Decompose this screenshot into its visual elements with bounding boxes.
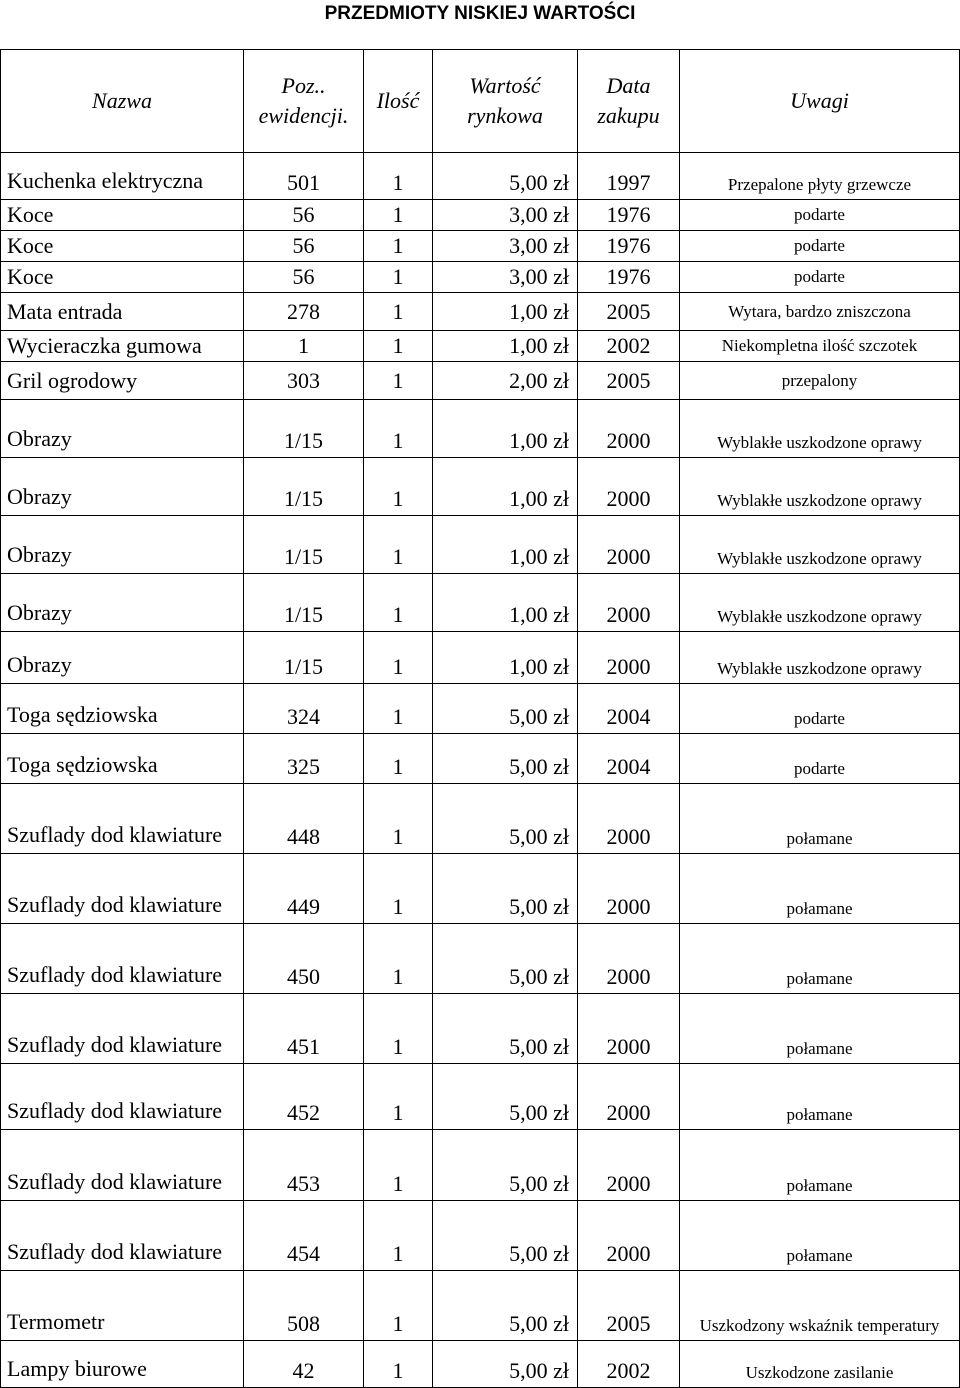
cell-inventory-no: 303: [244, 362, 364, 400]
cell-purchase-date: 2000: [578, 1201, 680, 1271]
table-row: [1, 1130, 960, 1201]
cell-quantity: 1: [364, 231, 433, 262]
table-row: [1, 924, 960, 994]
table-row: [1, 200, 960, 231]
cell-inventory-no: 454: [244, 1201, 364, 1271]
cell-name: Koce: [1, 262, 244, 293]
cell-market-value: 1,00 zł: [433, 331, 578, 362]
cell-name: Koce: [1, 231, 244, 262]
cell-market-value: 5,00 zł: [433, 1201, 578, 1271]
cell-notes: podarte: [680, 684, 960, 734]
table-row: [1, 632, 960, 684]
header-purchase-date: Data zakupu: [578, 50, 680, 153]
cell-purchase-date: 2000: [578, 994, 680, 1064]
cell-market-value: 5,00 zł: [433, 994, 578, 1064]
cell-inventory-no: 452: [244, 1064, 364, 1130]
cell-name: Obrazy: [1, 516, 244, 574]
cell-market-value: 5,00 zł: [433, 1064, 578, 1130]
cell-purchase-date: 2000: [578, 924, 680, 994]
table-row: [1, 362, 960, 400]
table-row: [1, 1271, 960, 1341]
cell-notes: Niekompletna ilość szczotek: [680, 331, 960, 362]
cell-name: Obrazy: [1, 632, 244, 684]
cell-quantity: 1: [364, 293, 433, 331]
inventory-table: [0, 49, 960, 1388]
cell-inventory-no: 501: [244, 153, 364, 200]
cell-notes: Wytara, bardzo zniszczona: [680, 293, 960, 331]
cell-market-value: 5,00 zł: [433, 153, 578, 200]
table-row: [1, 1341, 960, 1388]
cell-purchase-date: 2000: [578, 400, 680, 458]
cell-inventory-no: 1/15: [244, 574, 364, 632]
cell-notes: Wyblakłe uszkodzone oprawy: [680, 458, 960, 516]
table-row: [1, 262, 960, 293]
cell-market-value: 1,00 zł: [433, 400, 578, 458]
cell-name: Kuchenka elektryczna: [1, 153, 244, 200]
cell-market-value: 1,00 zł: [433, 632, 578, 684]
cell-quantity: 1: [364, 262, 433, 293]
cell-inventory-no: 449: [244, 854, 364, 924]
cell-quantity: 1: [364, 1064, 433, 1130]
cell-notes: podarte: [680, 734, 960, 784]
cell-purchase-date: 2000: [578, 574, 680, 632]
cell-purchase-date: 2000: [578, 632, 680, 684]
cell-market-value: 5,00 zł: [433, 784, 578, 854]
cell-purchase-date: 2000: [578, 854, 680, 924]
cell-name: Gril ogrodowy: [1, 362, 244, 400]
header-quantity: Ilość: [364, 50, 433, 153]
cell-notes: połamane: [680, 994, 960, 1064]
cell-quantity: 1: [364, 400, 433, 458]
cell-name: Szuflady dod klawiature: [1, 784, 244, 854]
header-inventory-no: Poz.. ewidencji.: [244, 50, 364, 153]
cell-name: Obrazy: [1, 400, 244, 458]
cell-quantity: 1: [364, 1341, 433, 1388]
cell-purchase-date: 2002: [578, 1341, 680, 1388]
cell-inventory-no: 56: [244, 231, 364, 262]
cell-quantity: 1: [364, 153, 433, 200]
cell-quantity: 1: [364, 632, 433, 684]
cell-notes: połamane: [680, 1064, 960, 1130]
header-name: Nazwa: [1, 50, 244, 153]
cell-name: Toga sędziowska: [1, 684, 244, 734]
cell-name: Szuflady dod klawiature: [1, 1201, 244, 1271]
cell-purchase-date: 2005: [578, 293, 680, 331]
cell-notes: połamane: [680, 924, 960, 994]
cell-notes: Wyblakłe uszkodzone oprawy: [680, 574, 960, 632]
cell-purchase-date: 2000: [578, 516, 680, 574]
table-row: [1, 516, 960, 574]
cell-quantity: 1: [364, 362, 433, 400]
cell-name: Szuflady dod klawiature: [1, 924, 244, 994]
cell-inventory-no: 1: [244, 331, 364, 362]
cell-quantity: 1: [364, 1201, 433, 1271]
cell-name: Toga sędziowska: [1, 734, 244, 784]
cell-inventory-no: 324: [244, 684, 364, 734]
table-row: [1, 458, 960, 516]
table-row: [1, 734, 960, 784]
cell-inventory-no: 325: [244, 734, 364, 784]
cell-quantity: 1: [364, 458, 433, 516]
cell-name: Wycieraczka gumowa: [1, 331, 244, 362]
cell-name: Obrazy: [1, 458, 244, 516]
cell-notes: Wyblakłe uszkodzone oprawy: [680, 400, 960, 458]
cell-market-value: 1,00 zł: [433, 293, 578, 331]
table-header-row: [1, 50, 960, 153]
cell-inventory-no: 56: [244, 200, 364, 231]
cell-purchase-date: 2002: [578, 331, 680, 362]
cell-market-value: 3,00 zł: [433, 262, 578, 293]
cell-notes: połamane: [680, 1130, 960, 1201]
cell-quantity: 1: [364, 574, 433, 632]
cell-quantity: 1: [364, 924, 433, 994]
cell-name: Szuflady dod klawiature: [1, 1064, 244, 1130]
cell-market-value: 5,00 zł: [433, 734, 578, 784]
cell-inventory-no: 1/15: [244, 632, 364, 684]
cell-market-value: 1,00 zł: [433, 516, 578, 574]
cell-market-value: 1,00 zł: [433, 458, 578, 516]
cell-purchase-date: 1997: [578, 153, 680, 200]
cell-market-value: 5,00 zł: [433, 684, 578, 734]
cell-notes: połamane: [680, 854, 960, 924]
table-row: [1, 854, 960, 924]
cell-purchase-date: 1976: [578, 200, 680, 231]
header-notes: Uwagi: [680, 50, 960, 153]
table-row: [1, 153, 960, 200]
cell-inventory-no: 56: [244, 262, 364, 293]
cell-inventory-no: 1/15: [244, 458, 364, 516]
table-row: [1, 293, 960, 331]
cell-inventory-no: 451: [244, 994, 364, 1064]
cell-notes: podarte: [680, 231, 960, 262]
cell-market-value: 5,00 zł: [433, 1130, 578, 1201]
cell-notes: podarte: [680, 200, 960, 231]
cell-quantity: 1: [364, 854, 433, 924]
cell-notes: połamane: [680, 784, 960, 854]
table-row: [1, 684, 960, 734]
table-row: [1, 1064, 960, 1130]
table-row: [1, 231, 960, 262]
cell-quantity: 1: [364, 994, 433, 1064]
cell-notes: podarte: [680, 262, 960, 293]
cell-market-value: 5,00 zł: [433, 854, 578, 924]
cell-market-value: 2,00 zł: [433, 362, 578, 400]
cell-inventory-no: 448: [244, 784, 364, 854]
cell-name: Koce: [1, 200, 244, 231]
cell-inventory-no: 508: [244, 1271, 364, 1341]
cell-quantity: 1: [364, 784, 433, 854]
cell-notes: Przepalone płyty grzewcze: [680, 153, 960, 200]
table-row: [1, 574, 960, 632]
cell-market-value: 5,00 zł: [433, 924, 578, 994]
cell-market-value: 3,00 zł: [433, 231, 578, 262]
cell-name: Obrazy: [1, 574, 244, 632]
cell-purchase-date: 1976: [578, 231, 680, 262]
cell-quantity: 1: [364, 684, 433, 734]
cell-purchase-date: 2004: [578, 684, 680, 734]
cell-inventory-no: 1/15: [244, 516, 364, 574]
cell-name: Termometr: [1, 1271, 244, 1341]
cell-name: Lampy biurowe: [1, 1341, 244, 1388]
cell-purchase-date: 2000: [578, 1064, 680, 1130]
cell-quantity: 1: [364, 516, 433, 574]
table-row: [1, 784, 960, 854]
cell-inventory-no: 453: [244, 1130, 364, 1201]
table-row: [1, 1201, 960, 1271]
cell-market-value: 5,00 zł: [433, 1271, 578, 1341]
cell-purchase-date: 2000: [578, 1130, 680, 1201]
cell-quantity: 1: [364, 200, 433, 231]
header-market-value: Wartość rynkowa: [433, 50, 578, 153]
cell-name: Szuflady dod klawiature: [1, 1130, 244, 1201]
cell-notes: Uszkodzone zasilanie: [680, 1341, 960, 1388]
table-row: [1, 994, 960, 1064]
cell-notes: Uszkodzony wskaźnik temperatury: [680, 1271, 960, 1341]
cell-purchase-date: 2005: [578, 362, 680, 400]
cell-quantity: 1: [364, 734, 433, 784]
cell-purchase-date: 2004: [578, 734, 680, 784]
cell-market-value: 1,00 zł: [433, 574, 578, 632]
cell-name: Szuflady dod klawiature: [1, 854, 244, 924]
cell-inventory-no: 278: [244, 293, 364, 331]
cell-notes: Wyblakłe uszkodzone oprawy: [680, 516, 960, 574]
cell-purchase-date: 2000: [578, 784, 680, 854]
cell-inventory-no: 1/15: [244, 400, 364, 458]
cell-market-value: 5,00 zł: [433, 1341, 578, 1388]
cell-notes: połamane: [680, 1201, 960, 1271]
cell-purchase-date: 2005: [578, 1271, 680, 1341]
cell-purchase-date: 2000: [578, 458, 680, 516]
cell-quantity: 1: [364, 1271, 433, 1341]
cell-inventory-no: 450: [244, 924, 364, 994]
cell-notes: Wyblakłe uszkodzone oprawy: [680, 632, 960, 684]
table-row: [1, 400, 960, 458]
cell-notes: przepalony: [680, 362, 960, 400]
cell-quantity: 1: [364, 331, 433, 362]
page-title: PRZEDMIOTY NISKIEJ WARTOŚCI: [324, 3, 636, 24]
cell-inventory-no: 42: [244, 1341, 364, 1388]
cell-quantity: 1: [364, 1130, 433, 1201]
cell-name: Mata entrada: [1, 293, 244, 331]
cell-market-value: 3,00 zł: [433, 200, 578, 231]
cell-name: Szuflady dod klawiature: [1, 994, 244, 1064]
cell-purchase-date: 1976: [578, 262, 680, 293]
table-row: [1, 331, 960, 362]
